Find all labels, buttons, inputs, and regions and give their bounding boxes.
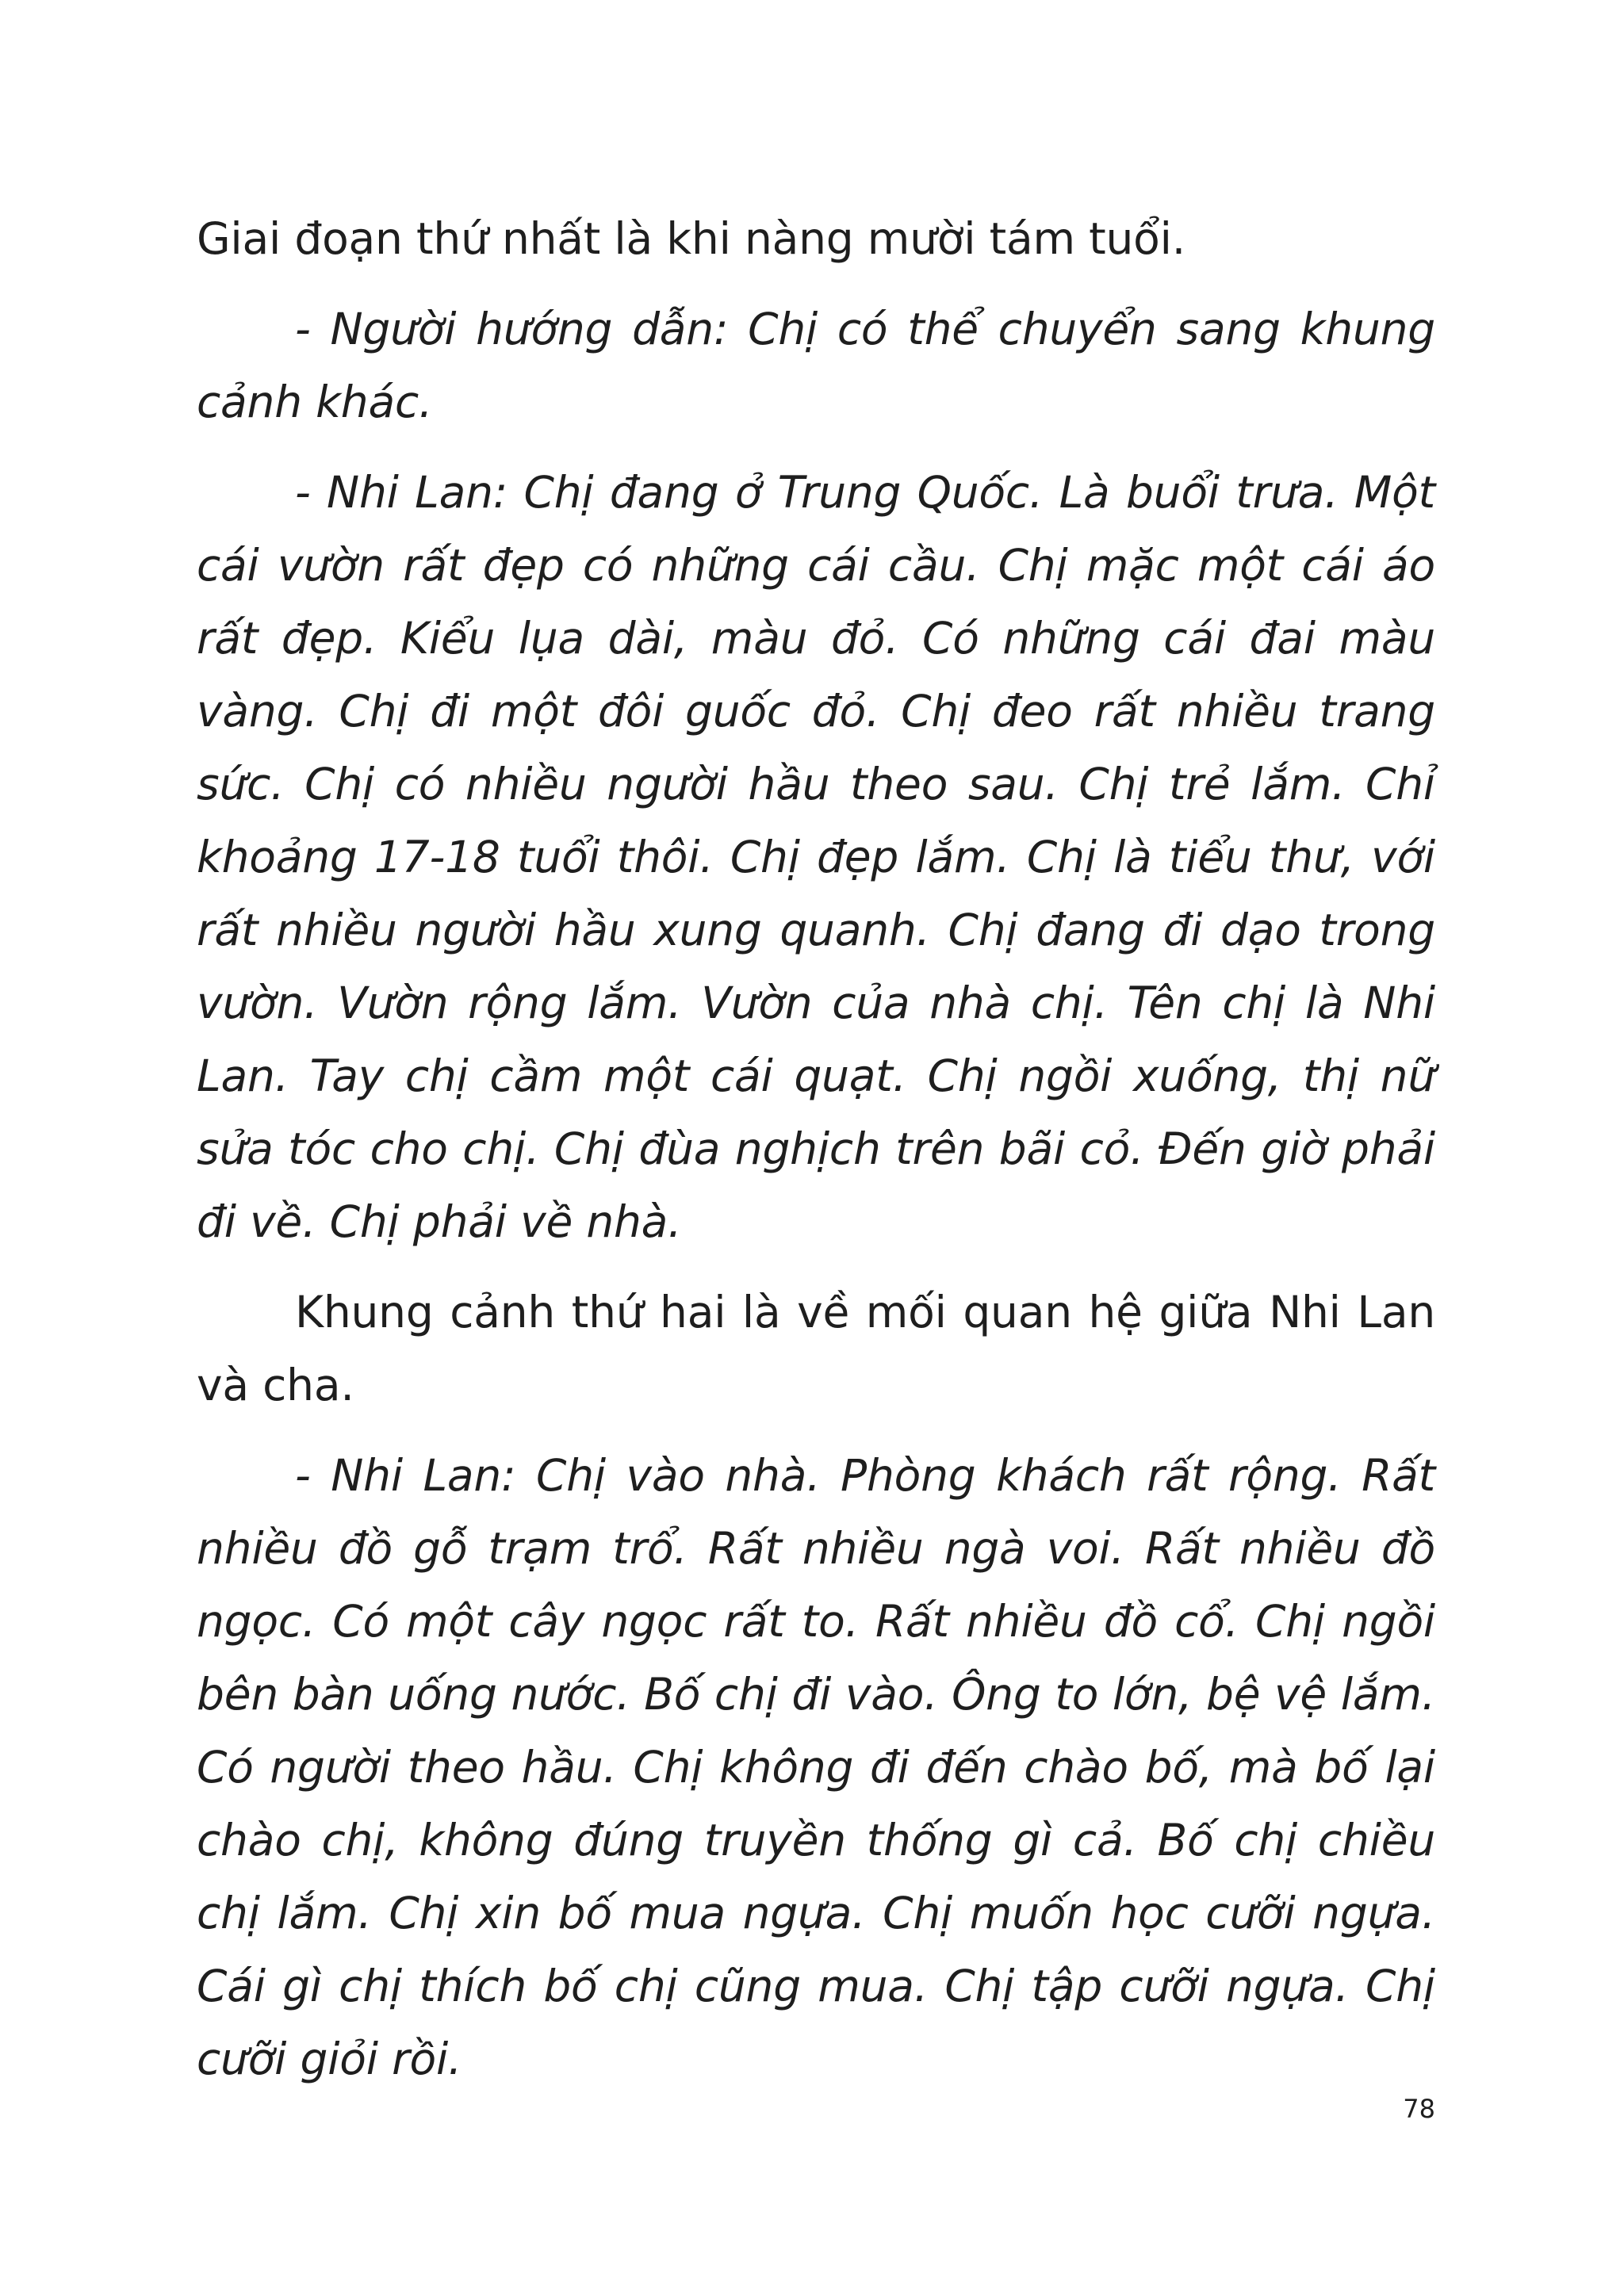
paragraph-intro: Giai đoạn thứ nhất là khi nàng mười tám tuổi. (197, 213, 1185, 264)
paragraph-second-scene: Khung cảnh thứ hai là về mối quan hệ giữa Nhi Lan và cha. (197, 1287, 1435, 1410)
paragraph-nhi-lan-father: - Nhi Lan: Chị vào nhà. Phòng khách rất rộng. Rất nhiều đồ gỗ trạm trổ. Rất nhiều ngà voi. Rất nhiều đồ ngọc. Có một cây ngọc rất to. Rất nhiều đồ cổ. Chị ngồi bên bàn uống nước. Bố chị đi vào. Ông to lớn, bệ vệ lắm. Có người theo hầu. Chị không đi đến chào bố, mà bố lại chào chị, không đúng truyền thống gì cả. Bố chị chiều chị lắm. Chị xin bố mua ngựa. Chị muốn học cưỡi ngựa. Cái gì chị thích bố chị cũng mua. Chị tập cưỡi ngựa. Chị cưỡi giỏi rồi. (197, 1450, 1435, 2084)
paragraph-nhi-lan-garden: - Nhi Lan: Chị đang ở Trung Quốc. Là buổi trưa. Một cái vườn rất đẹp có những cái cầu. Chị mặc một cái áo rất đẹp. Kiểu lụa dài, màu đỏ. Có những cái đai màu vàng. Chị đi một đôi guốc đỏ. Chị đeo rất nhiều trang sức. Chị có nhiều người hầu theo sau. Chị trẻ lắm. Chỉ khoảng 17-18 tuổi thôi. Chị đẹp lắm. Chị là tiểu thư, với rất nhiều người hầu xung quanh. Chị đang đi dạo trong vườn. Vườn rộng lắm. Vườn của nhà chị. Tên chị là Nhi Lan. Tay chị cầm một cái quạt. Chị ngồi xuống, thị nữ sửa tóc cho chị. Chị đùa nghịch trên bãi cỏ. Đến giờ phải đi về. Chị phải về nhà. (197, 467, 1435, 1247)
document-page (197, 202, 1435, 2095)
paragraph-guide-dialogue: - Người hướng dẫn: Chị có thể chuyển sang khung cảnh khác. (197, 304, 1435, 427)
page-number: 78 (1403, 2094, 1435, 2124)
